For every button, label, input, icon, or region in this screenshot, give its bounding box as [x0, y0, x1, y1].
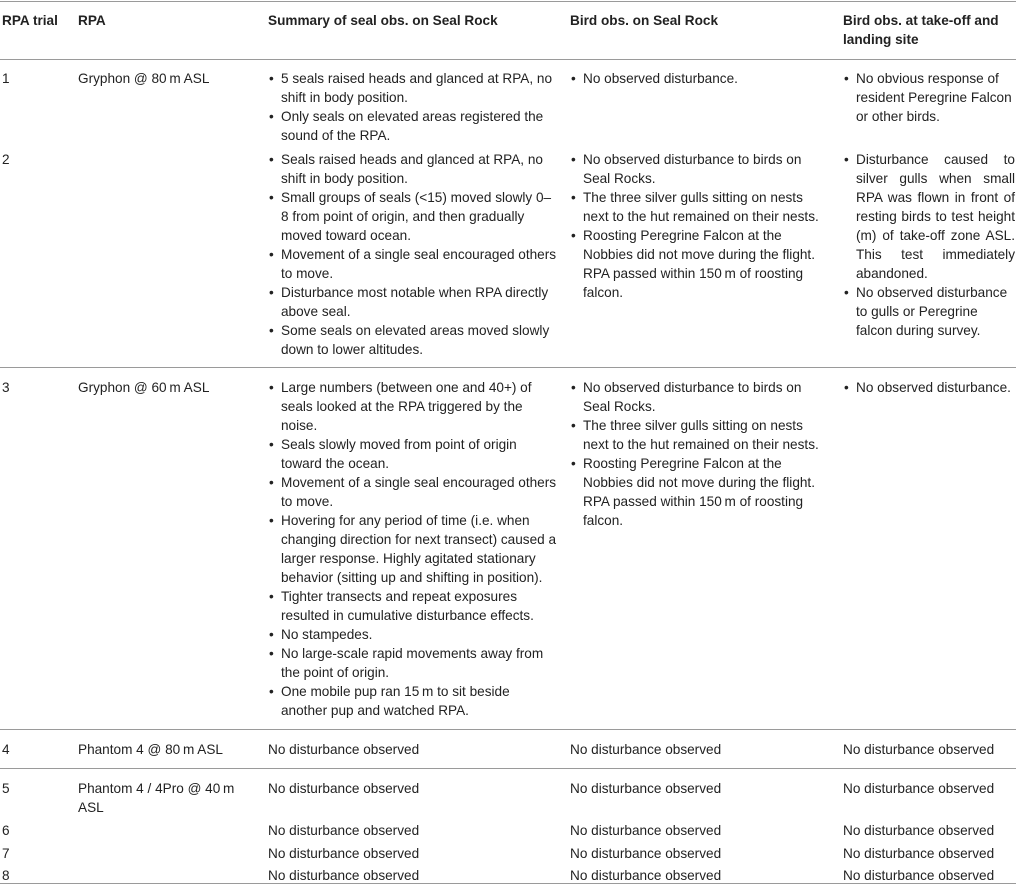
list-item: • No observed disturbance to gulls or Peregrine falcon during survey.: [843, 283, 1015, 340]
trial-number: 4: [2, 742, 10, 757]
list-item: • Seals slowly moved from point of origin toward the ocean.: [268, 435, 558, 473]
trial-number: 8: [2, 868, 10, 883]
bird-site-obs-list: [843, 378, 1015, 397]
list-item: • Small groups of seals (<15) moved slowly 0–8 from point of origin, and then gradually moved toward ocean.: [268, 188, 558, 245]
list-item: • The three silver gulls sitting on nests next to the hut remained on their nests.: [570, 416, 832, 454]
seal-obs-text: No disturbance observed: [268, 742, 420, 757]
column-header-bird-obs-site: Bird obs. at take-off and landing site: [843, 13, 999, 47]
column-header-seal-obs: Summary of seal obs. on Seal Rock: [268, 13, 498, 28]
trial-number: 2: [2, 152, 10, 167]
seal-obs-list: [268, 69, 558, 145]
list-item: • The three silver gulls sitting on nests next to the hut remained on their nests.: [570, 188, 832, 226]
row-rule: [0, 367, 1016, 368]
row-rule: [0, 768, 1016, 769]
trial-number: 7: [2, 846, 10, 861]
bird-site-obs-text: No disturbance observed: [843, 823, 995, 838]
trial-number: 6: [2, 823, 10, 838]
bird-site-obs-text: No disturbance observed: [843, 868, 995, 883]
list-item: • Roosting Peregrine Falcon at the Nobbies did not move during the flight. RPA passed within 150 m of roosting falcon.: [570, 454, 832, 530]
bird-site-obs-text: No disturbance observed: [843, 781, 995, 796]
list-item: • Hovering for any period of time (i.e. when changing direction for next transect) caused a larger response. Highly agitated stationary behavior (sitting up and shifting in position).: [268, 511, 558, 587]
list-item: • No large-scale rapid movements away from the point of origin.: [268, 644, 558, 682]
bird-rock-obs-text: No disturbance observed: [570, 846, 722, 861]
rpa-name: Gryphon @ 60 m ASL: [78, 380, 210, 395]
bird-rock-obs-text: No disturbance observed: [570, 823, 722, 838]
bird-rock-obs-list: [570, 150, 832, 302]
list-item: • Some seals on elevated areas moved slowly down to lower altitudes.: [268, 321, 558, 359]
list-item: • No stampedes.: [268, 625, 558, 644]
list-item: • No observed disturbance.: [570, 69, 832, 88]
bird-rock-obs-text: No disturbance observed: [570, 781, 722, 796]
column-header-trial: RPA trial: [2, 13, 58, 28]
bird-site-obs-list: [843, 150, 1015, 340]
list-item: • 5 seals raised heads and glanced at RPA, no shift in body position.: [268, 69, 558, 107]
list-item: • No obvious response of resident Peregrine Falcon or other birds.: [843, 69, 1015, 126]
seal-obs-text: No disturbance observed: [268, 868, 420, 883]
bird-rock-obs-list: [570, 69, 832, 88]
bird-site-obs-text: No disturbance observed: [843, 846, 995, 861]
bird-site-obs-list: [843, 69, 1015, 126]
seal-obs-text: No disturbance observed: [268, 846, 420, 861]
trial-number: 5: [2, 781, 10, 796]
list-item: • Seals raised heads and glanced at RPA, no shift in body position.: [268, 150, 558, 188]
seal-obs-text: No disturbance observed: [268, 823, 420, 838]
list-item: • Large numbers (between one and 40+) of seals looked at the RPA triggered by the noise.: [268, 378, 558, 435]
bird-rock-obs-list: [570, 378, 832, 530]
list-item: • Tighter transects and repeat exposures resulted in cumulative disturbance effects.: [268, 587, 558, 625]
bird-rock-obs-text: No disturbance observed: [570, 868, 722, 883]
trial-number: 3: [2, 380, 10, 395]
list-item: • One mobile pup ran 15 m to sit beside another pup and watched RPA.: [268, 682, 558, 720]
seal-obs-list: [268, 150, 558, 359]
list-item: • No observed disturbance to birds on Seal Rocks.: [570, 378, 832, 416]
bird-site-obs-text: No disturbance observed: [843, 742, 995, 757]
list-item: • Disturbance most notable when RPA directly above seal.: [268, 283, 558, 321]
column-header-rpa: RPA: [78, 13, 106, 28]
rpa-name: Gryphon @ 80 m ASL: [78, 71, 210, 86]
list-item: • Roosting Peregrine Falcon at the Nobbies did not move during the flight. RPA passed within 150 m of roosting falcon.: [570, 226, 832, 302]
rpa-name: Phantom 4 @ 80 m ASL: [78, 742, 223, 757]
header-rule: [0, 59, 1016, 60]
list-item: • Only seals on elevated areas registered the sound of the RPA.: [268, 107, 558, 145]
rpa-name: Phantom 4 / 4Pro @ 40 m ASL: [78, 781, 235, 815]
column-header-bird-obs-rock: Bird obs. on Seal Rock: [570, 13, 719, 28]
row-rule: [0, 729, 1016, 730]
list-item: • No observed disturbance.: [843, 378, 1015, 397]
list-item: • No observed disturbance to birds on Seal Rocks.: [570, 150, 832, 188]
trial-number: 1: [2, 71, 10, 86]
list-item: • Movement of a single seal encouraged others to move.: [268, 473, 558, 511]
bird-rock-obs-text: No disturbance observed: [570, 742, 722, 757]
list-item: • Disturbance caused to silver gulls when small RPA was flown in front of resting birds to test height (m) of take-off zone ASL. This test immediately abandoned.: [843, 150, 1015, 283]
list-item: • Movement of a single seal encouraged others to move.: [268, 245, 558, 283]
table-top-rule: [0, 1, 1016, 2]
seal-obs-text: No disturbance observed: [268, 781, 420, 796]
seal-obs-list: [268, 378, 558, 720]
